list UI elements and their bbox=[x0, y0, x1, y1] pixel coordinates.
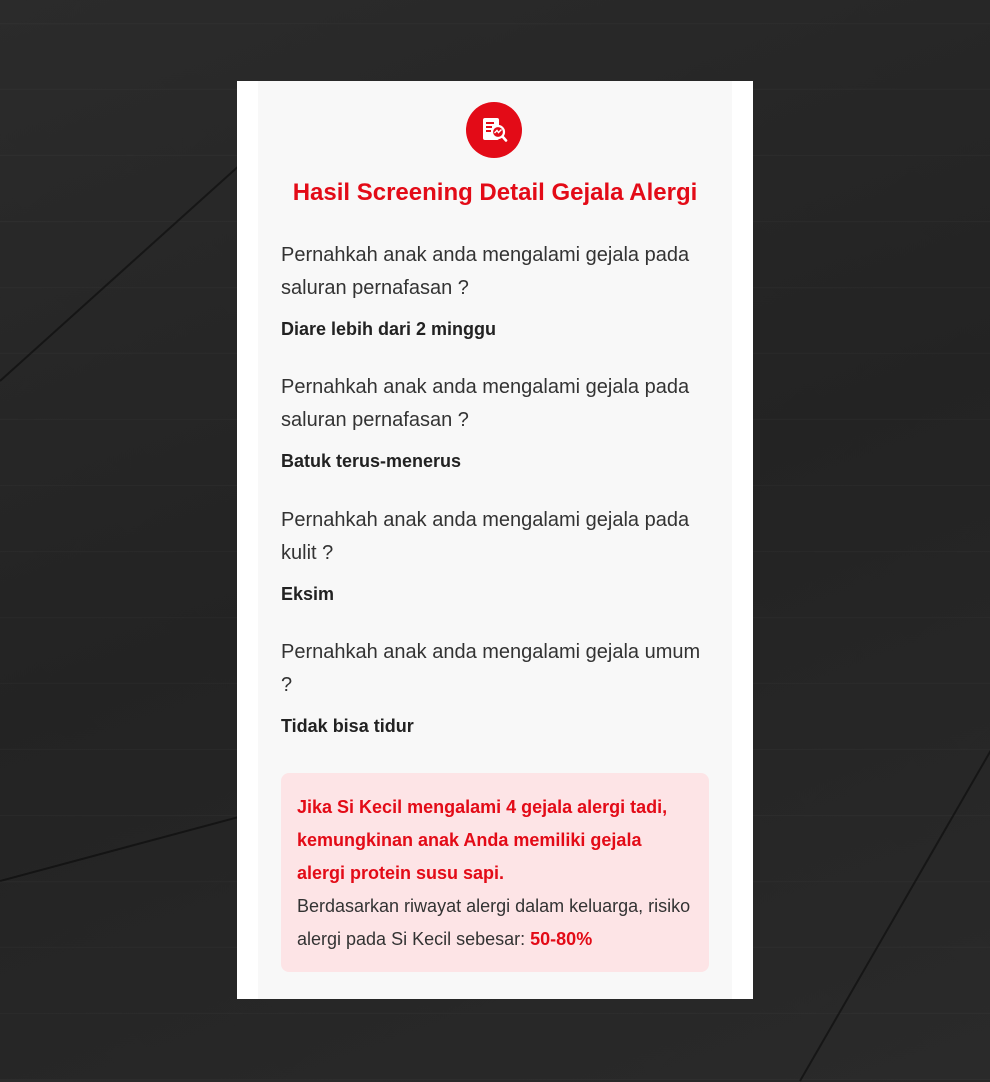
answer-text: Tidak bisa tidur bbox=[281, 716, 414, 736]
answer-text: Diare lebih dari 2 minggu bbox=[281, 319, 497, 339]
question-text: Pernahkah anak anda mengalami gejala pada saluran pernafasan ? bbox=[281, 376, 690, 431]
list-item bbox=[281, 636, 701, 737]
background-crack bbox=[799, 717, 990, 1082]
question-text: Pernahkah anak anda mengalami gejala pada saluran pernafasan ? bbox=[281, 244, 690, 299]
list-item bbox=[281, 239, 701, 340]
answer-text: Eksim bbox=[281, 584, 335, 604]
list-item bbox=[281, 371, 701, 472]
risk-value: 50-80% bbox=[530, 929, 593, 949]
background-crack bbox=[0, 813, 251, 882]
risk-line bbox=[297, 890, 693, 956]
list-item bbox=[281, 504, 701, 605]
risk-text: Berdasarkan riwayat alergi dalam keluarga, risiko alergi pada Si Kecil sebesar: bbox=[297, 896, 691, 949]
screening-card bbox=[237, 81, 753, 999]
result-box bbox=[281, 773, 709, 972]
report-search-icon bbox=[466, 102, 522, 158]
question-text: Pernahkah anak anda mengalami gejala umum ? bbox=[281, 641, 701, 696]
answer-text: Batuk terus-menerus bbox=[281, 451, 462, 471]
page-title: Hasil Screening Detail Gejala Alergi bbox=[292, 179, 698, 206]
result-warning: Jika Si Kecil mengalami 4 gejala alergi tadi, kemungkinan anak Anda memiliki gejala alergi protein susu sapi. bbox=[297, 797, 668, 883]
question-text: Pernahkah anak anda mengalami gejala pada kulit ? bbox=[281, 509, 690, 564]
